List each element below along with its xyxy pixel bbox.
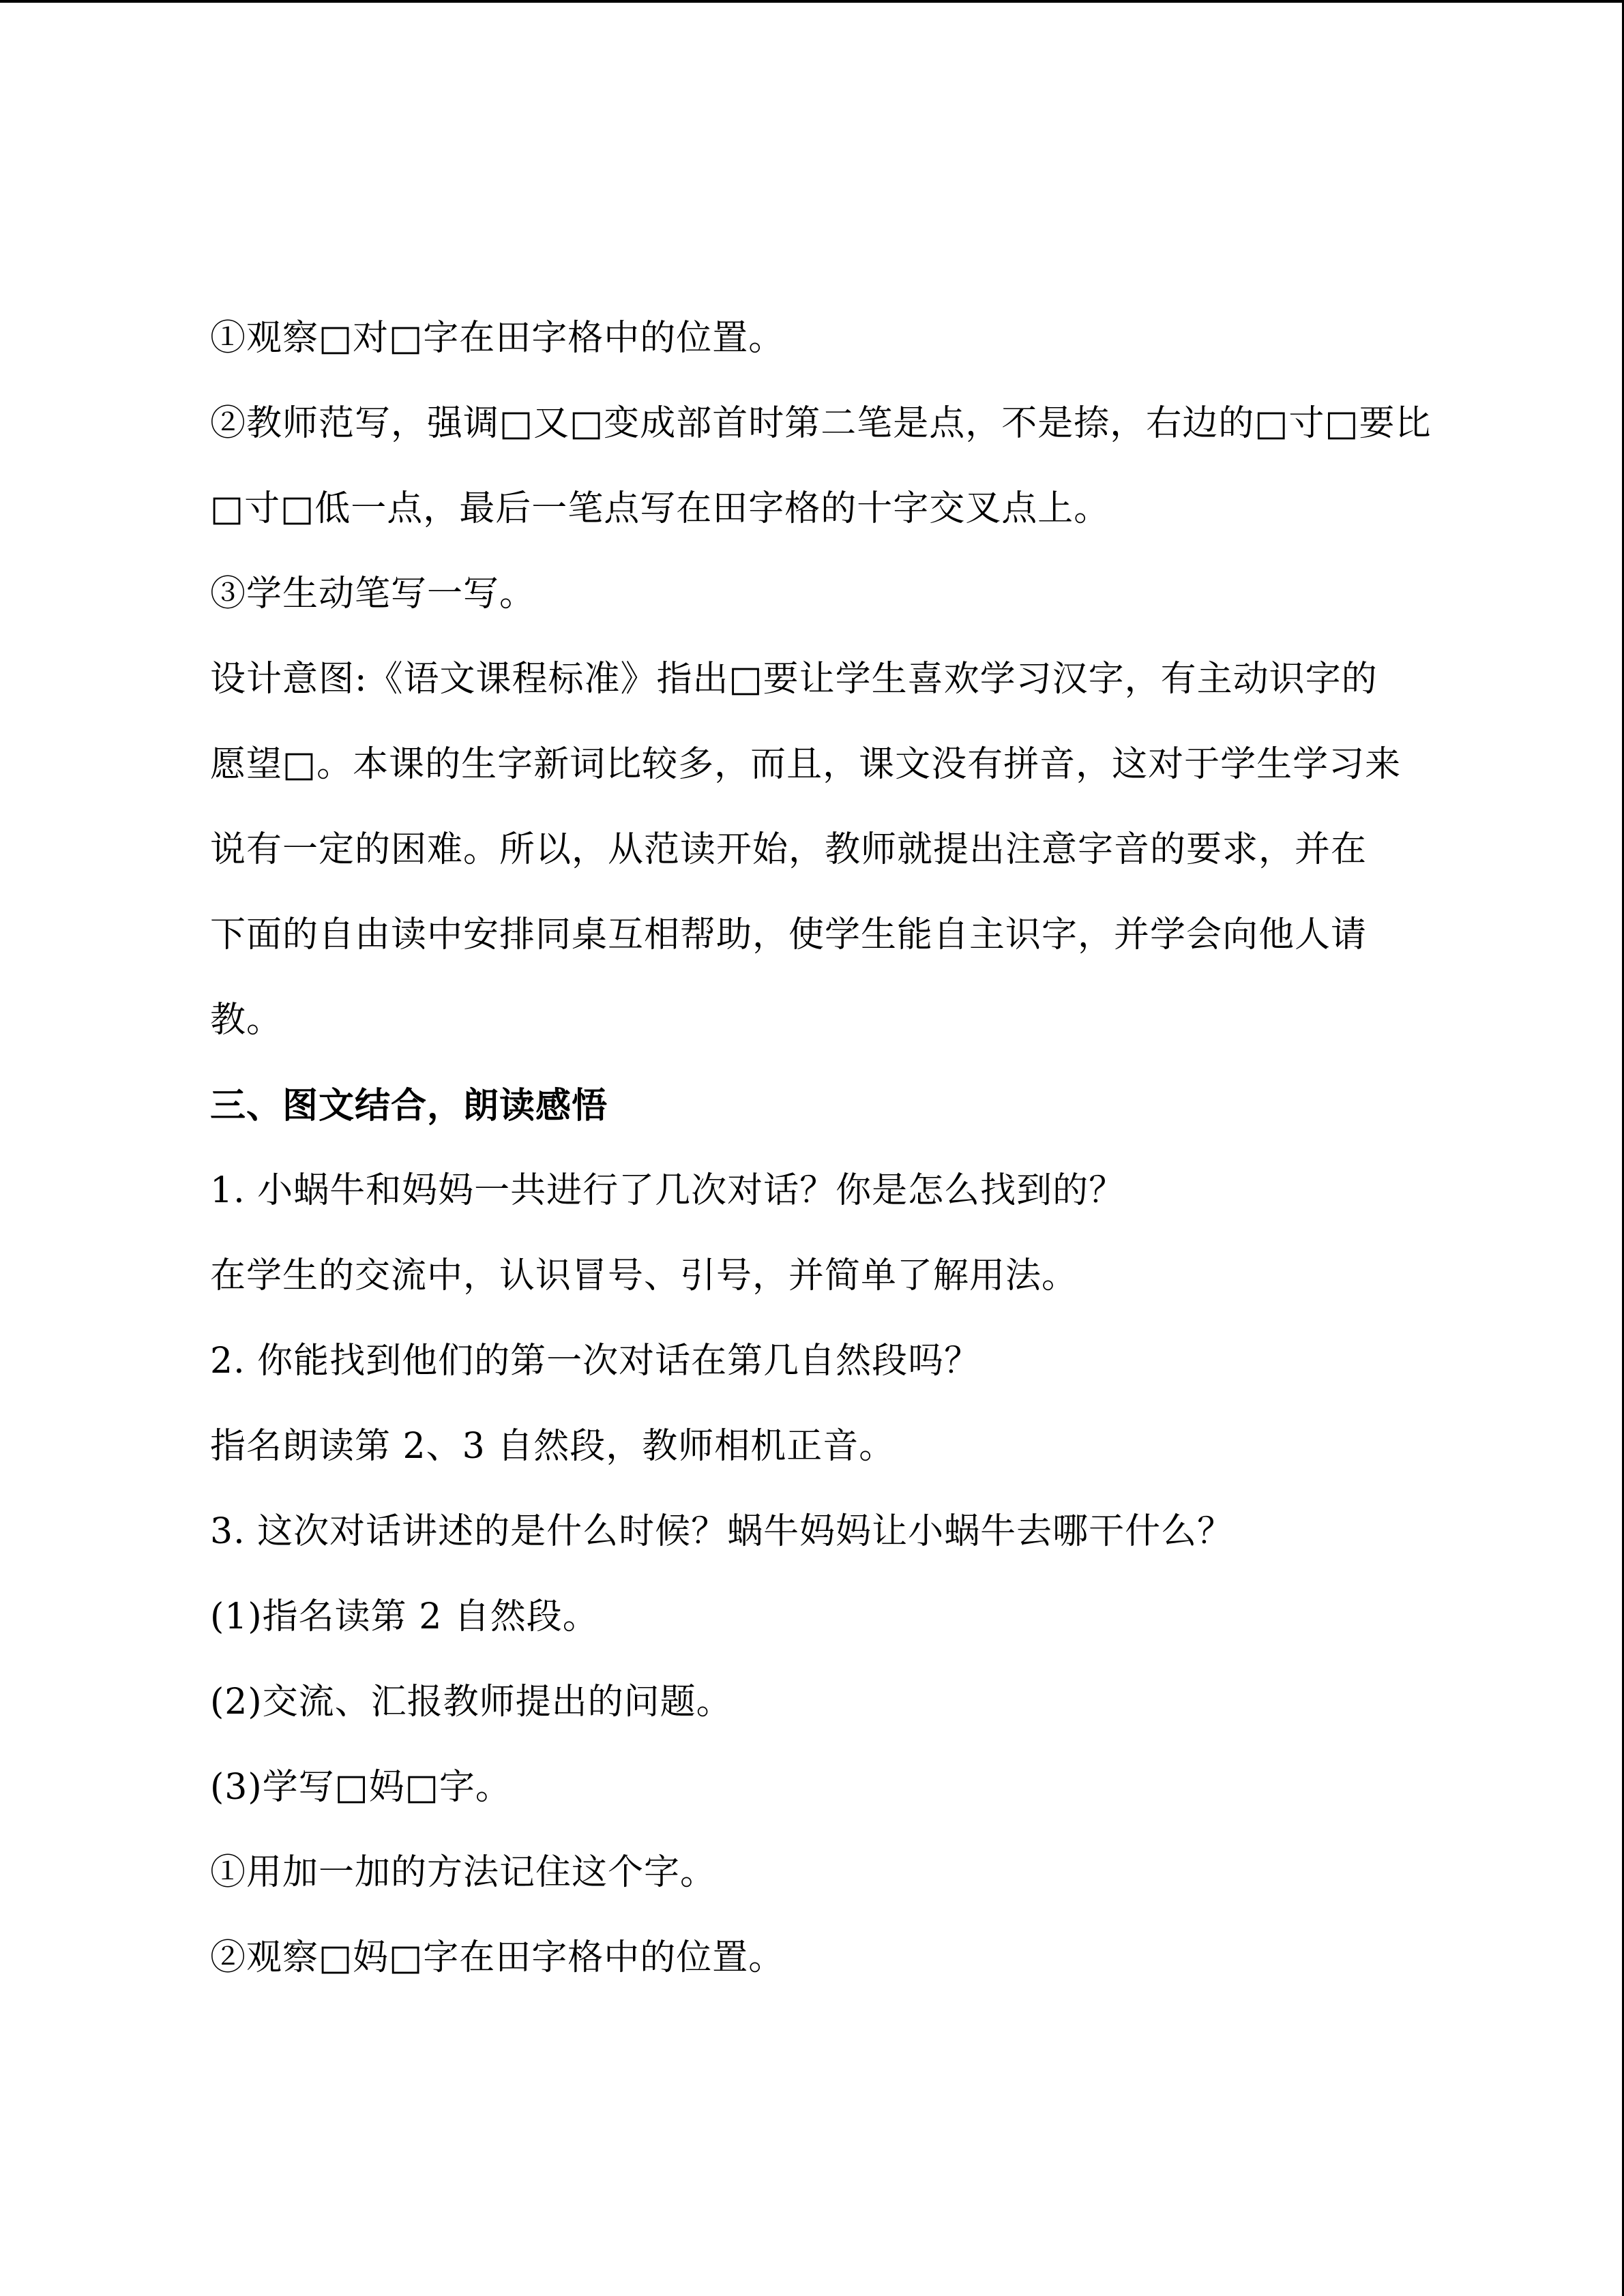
design-intent-paragraph: 设计意图:《语文课程标准》指出□要让学生喜欢学习汉字，有主动识字的 [210, 659, 1378, 700]
question-1: 1. 小蜗牛和妈妈一共进行了几次对话？你是怎么找到的？ [210, 1170, 1125, 1211]
question-2-note: 指名朗读第 2、3 自然段，教师相机正音。 [210, 1426, 896, 1467]
question-3: 3. 这次对话讲述的是什么时候？蜗牛妈妈让小蜗牛去哪干什么？ [210, 1511, 1234, 1552]
step-teacher-demo: ②教师范写，强调□又□变成部首时第二笔是点，不是捺，右边的□寸□要比 [210, 403, 1432, 444]
substep-1: (1)指名读第 2 自然段。 [210, 1596, 599, 1637]
step-observe-ma: ②观察□妈□字在田字格中的位置。 [210, 1937, 785, 1978]
question-2: 2. 你能找到他们的第一次对话在第几自然段吗？ [210, 1341, 981, 1382]
design-intent-line-5: 教。 [210, 1000, 283, 1041]
page-top-border [0, 0, 1624, 3]
design-intent-line-4: 下面的自由读中安排同桌互相帮助，使学生能自主识字，并学会向他人请 [210, 914, 1368, 955]
step-student-write: ③学生动笔写一写。 [210, 573, 536, 614]
section-heading-three: 三、图文结合，朗读感悟 [210, 1085, 608, 1127]
design-intent-line-2: 愿望□。本课的生字新词比较多，而且，课文没有拼音，这对于学生学习来 [210, 744, 1402, 785]
step-add-method: ①用加一加的方法记住这个字。 [210, 1852, 717, 1893]
step-observe-dui: ①观察□对□字在田字格中的位置。 [210, 318, 785, 359]
step-teacher-demo-cont: □寸□低一点，最后一笔点写在田字格的十字交叉点上。 [210, 488, 1110, 529]
substep-2: (2)交流、汇报教师提出的问题。 [210, 1682, 733, 1723]
substep-3: (3)学写□妈□字。 [210, 1767, 512, 1808]
question-1-note: 在学生的交流中，认识冒号、引号，并简单了解用法。 [210, 1255, 1078, 1296]
design-intent-line-3: 说有一定的困难。所以，从范读开始，教师就提出注意字音的要求，并在 [210, 829, 1368, 870]
document-body [210, 296, 1432, 2001]
